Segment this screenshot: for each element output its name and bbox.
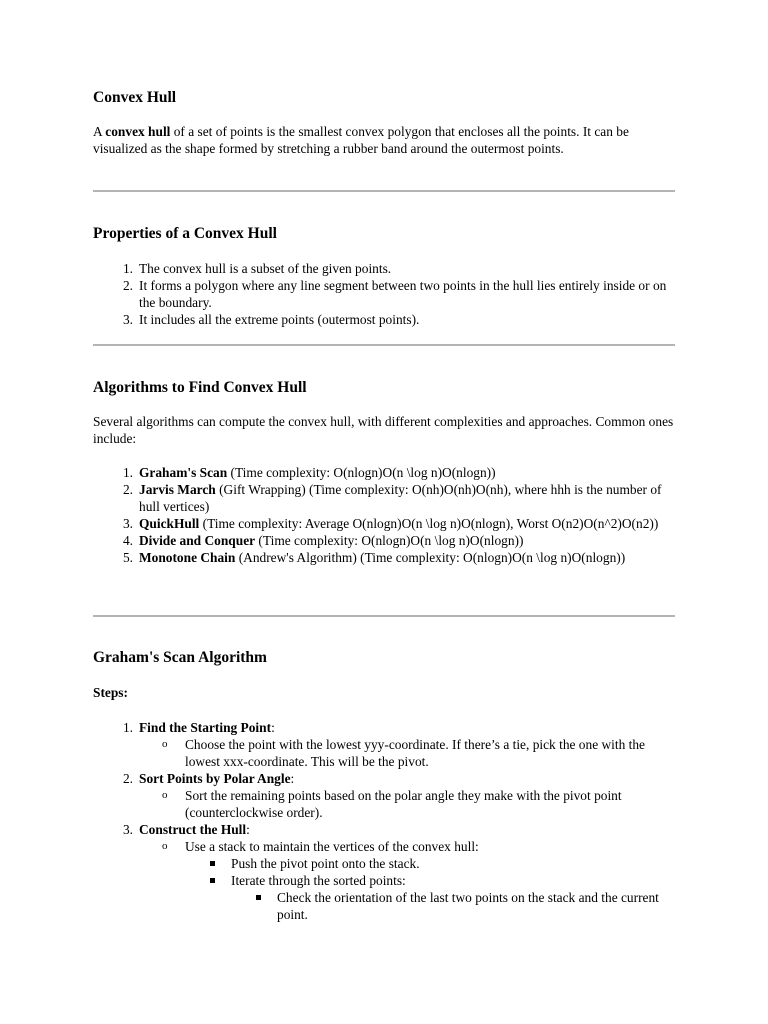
list-item: 1. The convex hull is a subset of the given points.	[122, 261, 392, 276]
heading-algorithms: Algorithms to Find Convex Hull	[93, 379, 307, 396]
square-bullet-icon	[256, 895, 261, 900]
section-divider	[93, 615, 675, 617]
square-bullet-icon	[210, 878, 215, 883]
steps-list	[93, 719, 675, 923]
section-divider	[93, 344, 675, 346]
sub-list	[139, 838, 675, 923]
circle-bullet-icon: o	[162, 738, 168, 750]
intro-paragraph: A convex hull of a set of points is the smallest convex polygon that encloses all the points. It can be visualized as the shape formed by stretching a rubber band around the outermost points.	[93, 124, 629, 156]
sub-item: o Choose the point with the lowest yyy-coordinate. If there’s a tie, pick the one with the lowest xxx-coordinate. This will be the pivot.	[162, 737, 646, 769]
algorithms-list	[93, 464, 675, 566]
list-item: 4. Divide and Conquer (Time complexity: O(nlogn)O(n \log n)O(nlogn))	[122, 533, 524, 548]
step-item: 3. Construct the Hull: o Use a stack to maintain the vertices of the convex hull: Push the pivot point onto the stack. Iterate through the sorted points: Check the orientation of the last two points on the stack and the current point.	[139, 821, 675, 923]
sub-list	[139, 787, 675, 821]
sub-sub-item: Iterate through the sorted points: Check the orientation of the last two points on the stack and the current point.	[231, 872, 675, 923]
sub-item: o Sort the remaining points based on the polar angle they make with the pivot point (counterclockwise order).	[162, 788, 622, 820]
sub-sub-sub-item: Check the orientation of the last two points on the stack and the current point.	[277, 889, 675, 923]
properties-list	[93, 260, 675, 328]
list-item: 2. Jarvis March (Gift Wrapping) (Time complexity: O(nh)O(nh)O(nh), where hhh is the number of hull vertices)	[122, 482, 662, 514]
list-item: 3. QuickHull (Time complexity: Average O(nlogn)O(n \log n)O(nlogn), Worst O(n2)O(n^2)O(n2))	[122, 516, 659, 531]
steps-label: Steps:	[93, 685, 128, 700]
heading-convex-hull: Convex Hull	[93, 89, 177, 106]
sub-item: o Use a stack to maintain the vertices of the convex hull: Push the pivot point onto the stack. Iterate through the sorted points: Check the orientation of the last two points on the stack and the current point.	[185, 838, 675, 923]
sub-sub-item: Push the pivot point onto the stack.	[231, 855, 675, 872]
list-item: 2. It forms a polygon where any line segment between two points in the hull lies entirely inside or on the boundary.	[122, 278, 667, 310]
square-bullet-icon	[210, 861, 215, 866]
step-item: 2. Sort Points by Polar Angle: o Sort the remaining points based on the polar angle they make with the pivot point (counterclockwise order).	[139, 770, 675, 821]
sub-sub-list	[185, 855, 675, 923]
list-item: 5. Monotone Chain (Andrew's Algorithm) (Time complexity: O(nlogn)O(n \log n)O(nlogn))	[122, 550, 626, 565]
convex-hull-term: convex hull	[105, 124, 171, 139]
sub-sub-sub-list	[231, 889, 675, 923]
heading-properties: Properties of a Convex Hull	[93, 225, 277, 242]
sub-list	[139, 736, 675, 770]
circle-bullet-icon: o	[162, 840, 168, 852]
list-item: 3. It includes all the extreme points (outermost points).	[122, 312, 420, 327]
list-item: 1. Graham's Scan (Time complexity: O(nlogn)O(n \log n)O(nlogn))	[122, 465, 496, 480]
heading-graham-scan: Graham's Scan Algorithm	[93, 649, 267, 666]
circle-bullet-icon: o	[162, 789, 168, 801]
section-divider	[93, 190, 675, 192]
step-item: 1. Find the Starting Point: o Choose the point with the lowest yyy-coordinate. If there’s a tie, pick the one with the lowest xxx-coordinate. This will be the pivot.	[139, 719, 675, 770]
algorithms-intro: Several algorithms can compute the convex hull, with different complexities and approaches. Common ones include:	[93, 414, 674, 446]
